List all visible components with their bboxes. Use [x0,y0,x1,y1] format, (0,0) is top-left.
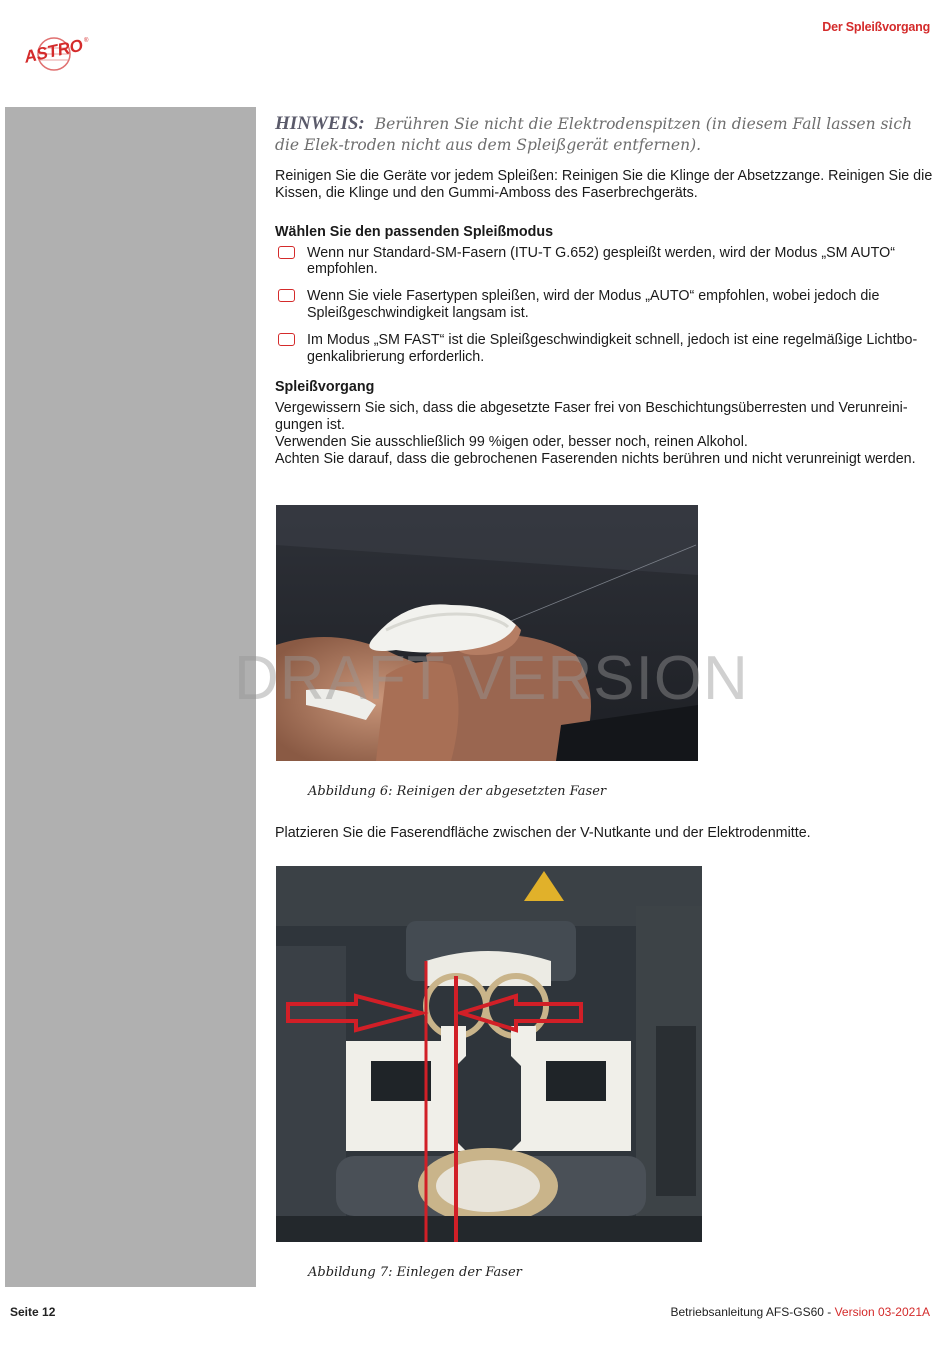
section-title: Der Spleißvorgang [822,20,930,34]
procedure-line: Verwenden Sie ausschließlich 99 %igen oder, besser noch, reinen Alkohol. [275,433,748,450]
figure-6-photo [276,505,698,761]
main-content [275,113,935,468]
footer-manual-info [671,1305,931,1319]
mode-options-list [275,245,935,366]
manual-version: Version 03-2021A [834,1305,930,1319]
placement-paragraph: Platzieren Sie die Faserendfläche zwischen der V-Nutkante und der Elektrodenmitte. [275,825,811,841]
procedure-line: Achten Sie darauf, dass die gebrochenen Faserenden nichts berühren und nicht verunreinigt werden. [275,450,916,467]
svg-text:ASTRO: ASTRO [22,35,85,67]
mode-option [275,245,935,279]
mode-option [275,288,935,322]
note-label: HINWEIS: [275,113,365,134]
checkbox-icon [278,333,295,346]
mode-option [275,332,935,366]
mode-heading: Wählen Sie den passenden Spleißmodus [275,223,554,240]
procedure-line: Vergewissern Sie sich, dass die abgesetzte Faser frei von Beschichtungsüberresten und Verunreini-gungen ist. [275,400,908,434]
cleaning-paragraph: Reinigen Sie die Geräte vor jedem Spleißen: Reinigen Sie die Klinge der Absetzzange. Reinigen Sie die Kissen, die Klinge und den Gummi-Amboss des Faserbrechgeräts. [275,168,933,201]
figure-7-caption: Abbildung 7: Einlegen der Faser [308,1265,522,1280]
page-number: Seite 12 [10,1305,56,1319]
procedure-text [275,400,935,467]
note-block [275,113,935,156]
astro-logo [22,32,92,72]
mode-option-text: Wenn nur Standard-SM-Fasern (ITU-T G.652) gespleißt werden, wird der Modus „SM AUTO“ empfohlen. [307,244,895,278]
draft-watermark: DRAFT VERSION [234,644,749,713]
figure-7-photo [276,866,702,1242]
note-text: Berühren Sie nicht die Elektrodenspitzen (in diesem Fall lassen sich die Elek-troden nicht aus dem Spleißgerät entfernen). [275,115,913,154]
figure-6-caption: Abbildung 6: Reinigen der abgesetzten Faser [308,784,607,799]
svg-text:®: ® [84,38,89,44]
mode-option-text: Im Modus „SM FAST“ ist die Spleißgeschwindigkeit schnell, jedoch ist eine regelmäßige Lichtbo-genkalibrierung erforderlich. [307,331,918,365]
sidebar-bar [5,107,256,1287]
manual-title: Betriebsanleitung AFS-GS60 - [670,1305,835,1319]
procedure-heading: Spleißvorgang [275,379,375,396]
checkbox-icon [278,289,295,302]
checkbox-icon [278,246,295,259]
mode-option-text: Wenn Sie viele Fasertypen spleißen, wird der Modus „AUTO“ empfohlen, wobei jedoch die Spleißgeschwindigkeit langsam ist. [307,288,880,321]
